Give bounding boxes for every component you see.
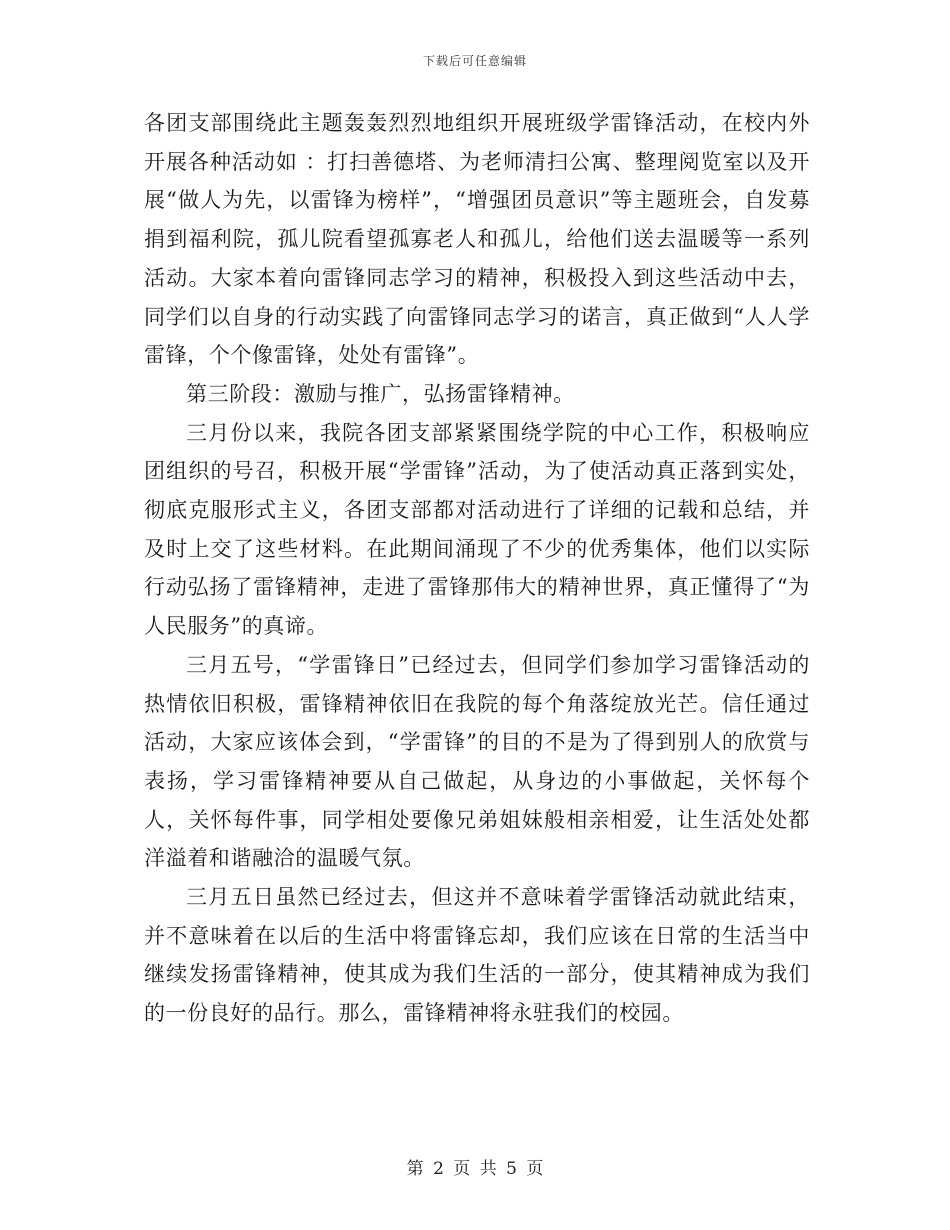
paragraph-conclusion: 三月五日虽然已经过去，但这并不意味着学雷锋活动就此结束，并不意味着在以后的生活中将雷锋忘却，我们应该在日常的生活当中继续发扬雷锋精神，使其成为我们生活的一部分，使其精神成为我们的一份良好的品行。那么，雷锋精神将永驻我们的校园。 (144, 885, 810, 1026)
paragraph-stage-three-heading: 第三阶段：激励与推广，弘扬雷锋精神。 (186, 381, 575, 406)
page-number-footer: 第 2 页 共 5 页 (406, 1159, 544, 1179)
paragraph-since-march: 三月份以来，我院各团支部紧紧围绕学院的中心工作，积极响应团组织的号召，积极开展“学雷锋”活动，为了使活动真正落到实处，彻底克服形式主义，各团支部都对活动进行了详细的记载和总结，并及时上交了这些材料。在此期间涌现了不少的优秀集体，他们以实际行动弘扬了雷锋精神，走进了雷锋那伟大的精神世界，真正懂得了“为人民服务”的真谛。 (144, 420, 810, 639)
document-body (144, 104, 810, 1033)
paragraph-activities: 各团支部围绕此主题轰轰烈烈地组织开展班级学雷锋活动，在校内外开展各种活动如 ：打扫善德塔、为老师清扫公寓、整理阅览室以及开展“做人为先，以雷锋为榜样”，“增强团员意识”等主题班会，自发募捐到福利院，孤儿院看望孤寡老人和孤儿，给他们送去温暖等一系列活动。大家本着向雷锋同志学习的精神，积极投入到这些活动中去，同学们以自身的行动实践了向雷锋同志学习的诺言，真正做到“人人学雷锋，个个像雷锋，处处有雷锋”。 (144, 111, 810, 368)
page-header: 下载后可任意编辑 (422, 54, 527, 68)
paragraph-march-fifth: 三月五号，“学雷锋日”已经过去，但同学们参加学习雷锋活动的热情依旧积极，雷锋精神依旧在我院的每个角落绽放光芒。信任通过活动，大家应该体会到，“学雷锋”的目的不是为了得到别人的欣赏与表扬，学习雷锋精神要从自己做起，从身边的小事做起，关怀每个人，关怀每件事，同学相处要像兄弟姐妹般相亲相爱，让生活处处都洋溢着和谐融洽的温暖气氛。 (144, 652, 810, 871)
